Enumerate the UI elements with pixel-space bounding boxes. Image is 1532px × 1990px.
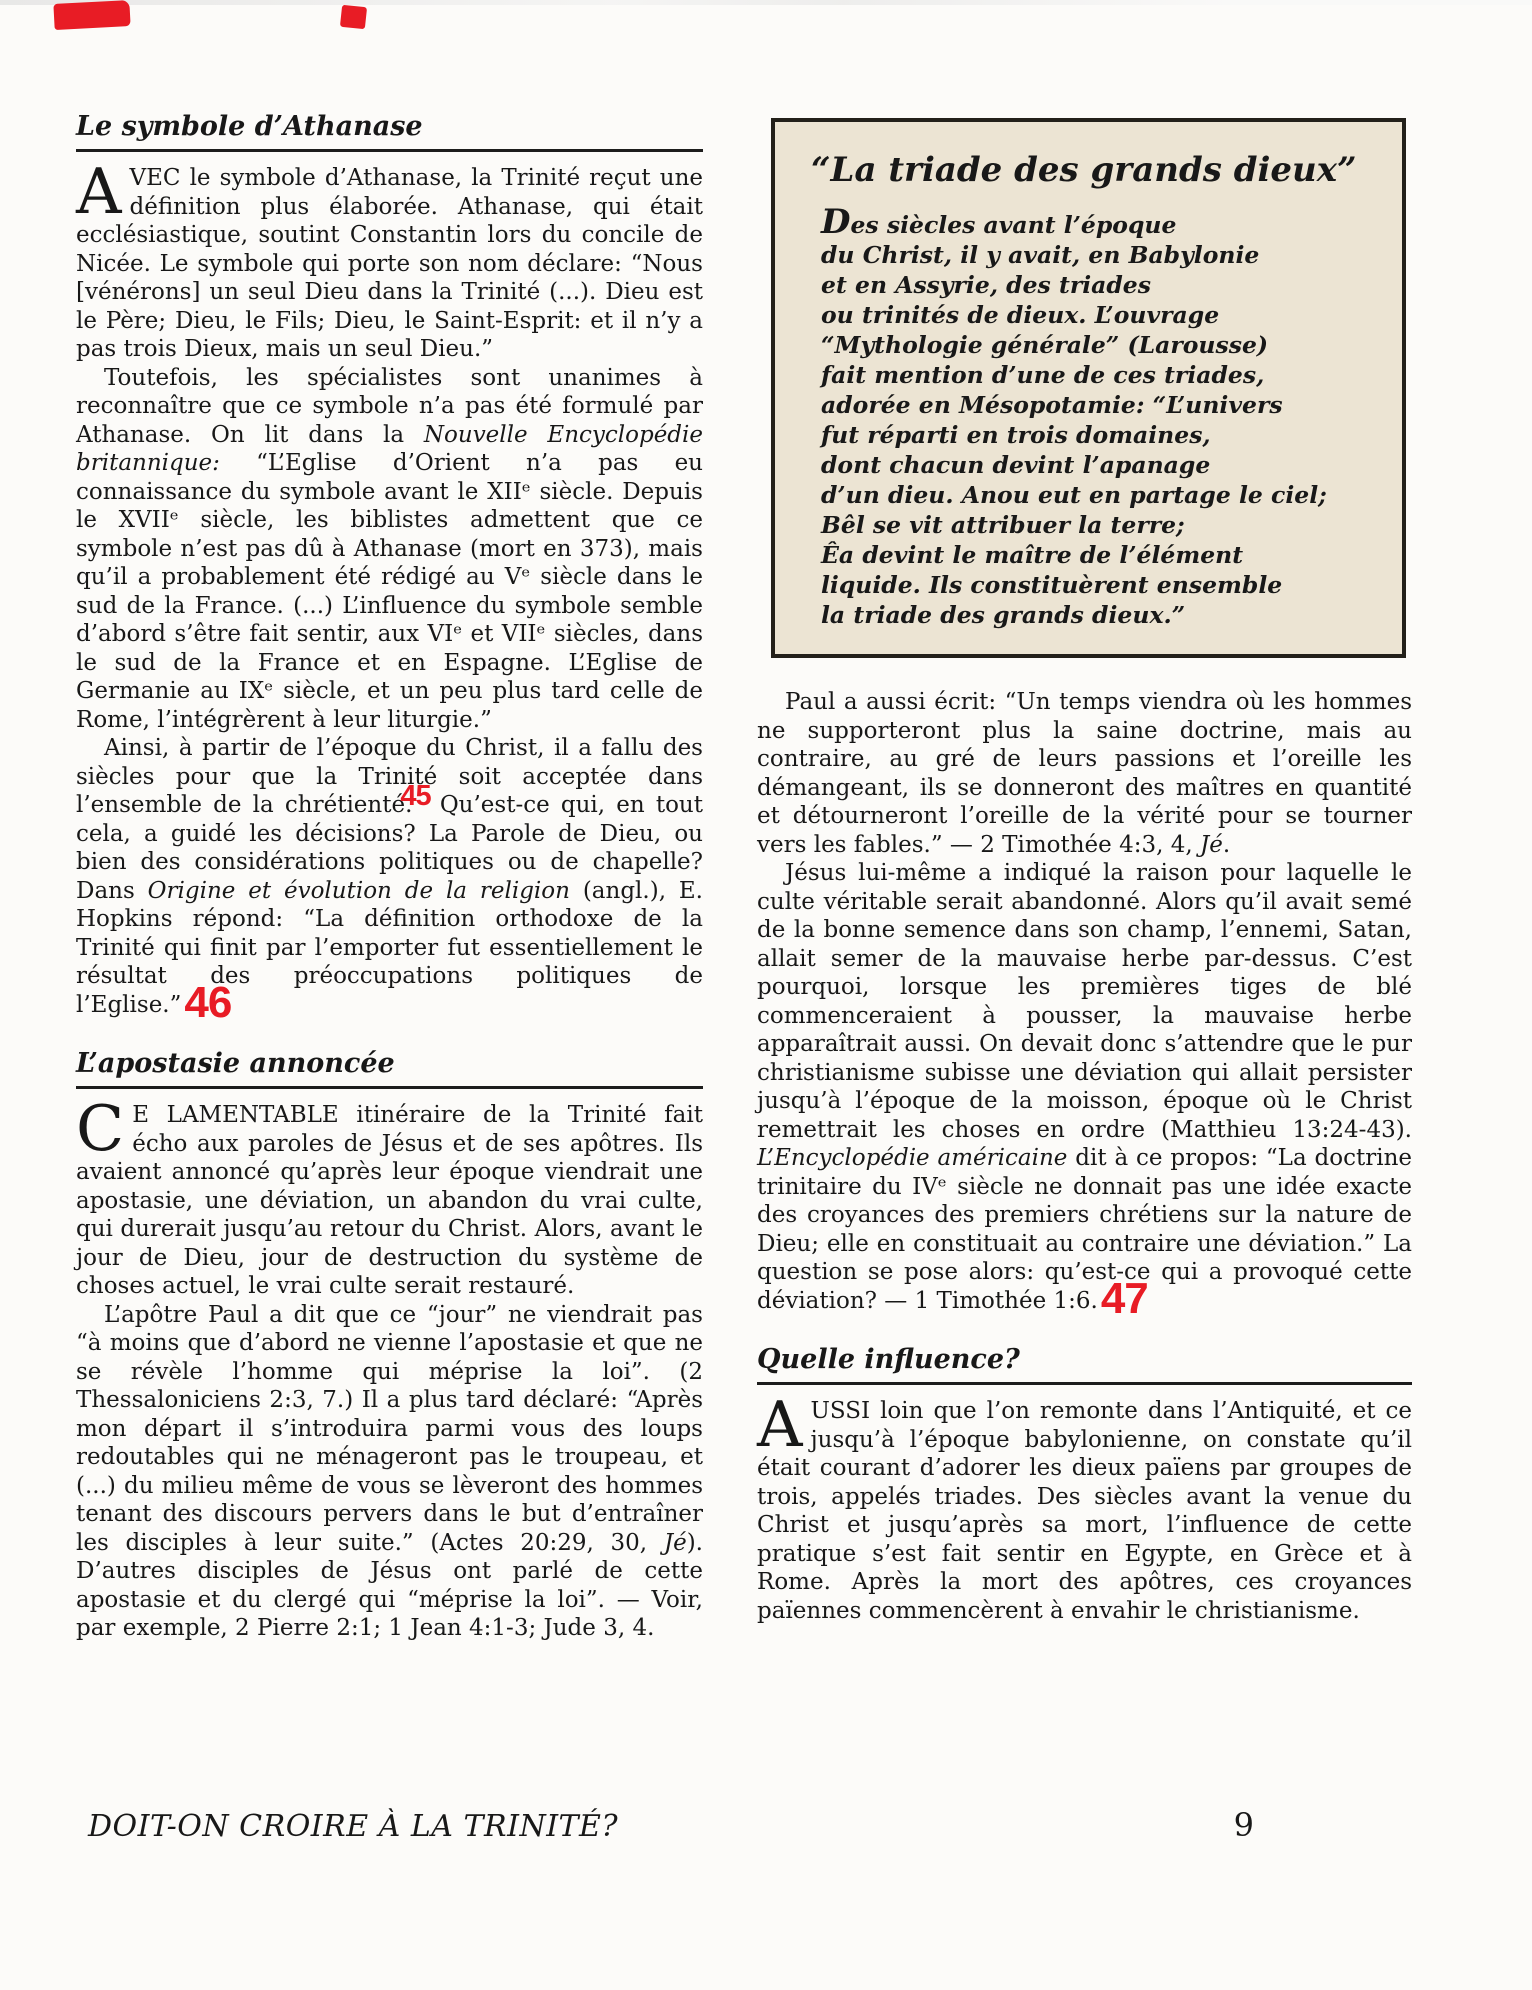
page-footer bbox=[88, 1806, 1410, 1844]
paragraph-text: Ainsi, à partir de l’époque du Christ, il a fallu des siècles pour que la Trinité soit acceptée dans l’ensemble de la chrétienté.45 Qu’est-ce qui, en tout cela, a guidé les décisions? La Parole de Dieu, ou bien des considérations politiques ou de chapelle? Dans Origine et évolution de la religion (angl.), E. Hopkins répond: “La définition orthodoxe de la Trinité qui finit par l’emporter fut essentiellement le résultat des préoccupations politiques de l’Eglise.”46 bbox=[76, 735, 703, 1027]
heading-rule bbox=[76, 149, 703, 152]
paragraph bbox=[757, 1388, 1412, 1625]
paragraph bbox=[76, 364, 703, 735]
paragraph bbox=[76, 1301, 703, 1643]
paragraph bbox=[757, 859, 1413, 1323]
paragraph bbox=[76, 155, 703, 364]
paragraph-text: L’apôtre Paul a dit que ce “jour” ne viendrait pas “à moins que d’abord ne vienne l’apostasie et que ne se révèle l’homme qui méprise la loi”. (2 Thessaloniciens 2:3, 7.) Il a plus tard déclaré: “Après mon départ il s’introduira parmi vous des loups redoutables qui ne ménageront pas le troupeau, et (...) du milieu même de vous se lèveront des hommes tenant des discours pervers dans le but d’entraîner les disciples à leur suite.” (Actes 20:29, 30, Jé). D’autres disciples de Jésus ont parlé de cette apostasie et du clergé qui “méprise la loi”. — Voir, par exemple, 2 Pierre 2:1; 1 Jean 4:1-3; Jude 3, 4. bbox=[76, 1301, 703, 1641]
pull-quote-box bbox=[771, 118, 1406, 658]
running-footer-title: DOIT-ON CROIRE À LA TRINITÉ? bbox=[88, 1809, 619, 1844]
paragraph bbox=[76, 1092, 703, 1301]
paragraph-text: VEC le symbole d’Athanase, la Trinité reçut une définition plus élaborée. Athanase, qui était ecclésiastique, soutint Constantin lors du concile de Nicée. Le symbole qui porte son nom déclare: “Nous [vénérons] un seul Dieu dans la Trinité (...). Dieu est le Père; Dieu, le Fils; Dieu, le Saint-Esprit: et il n’y a pas trois Dieux, mais un seul Dieu.” bbox=[76, 165, 703, 362]
paragraph-text: Paul a aussi écrit: “Un temps viendra où les hommes ne supporteront plus la saine doctrine, mais au contraire, au gré de leurs passions et l’oreille les démangeant, ils se donneront des maîtres en quantité et détourneront l’oreille de la vérité pour se tourner vers les fables.” — 2 Timothée 4:3, 4, Jé. bbox=[757, 689, 1412, 858]
pull-quote-body: Des siècles avant l’époque du Christ, il y avait, en Babylonie et en Assyrie, des triades ou trinités de dieux. L’ouvrage “Mythologie générale” (Larousse) fait mention d’une de ces triades, adorée en Mésopotamie: “L’univers fut réparti en trois domaines, dont chacun devint l’apanage d’un dieu. Anou eut en partage le ciel; Bêl se vit attribuer la terre; Êa devint le maître de l’élément liquide. Ils constituèrent ensemble la triade des grands dieux.” bbox=[821, 202, 1327, 629]
pull-quote-title: “La triade des grands dieux” bbox=[811, 150, 1357, 190]
paragraph-text: Toutefois, les spécialistes sont unanimes à reconnaître que ce symbole n’a pas été formulé par Athanase. On lit dans la Nouvelle Encyclopédie britannique: “L’Eglise d’Orient n’a pas eu connaissance du symbole avant le XIIᵉ siècle. Depuis le XVIIᵉ siècle, les biblistes admettent que ce symbole n’est pas dû à Athanase (mort en 373), mais qu’il a probablement été rédigé au Vᵉ siècle dans le sud de la France. (...) L’influence du symbole semble d’abord s’être fait sentir, aux VIᵉ et VIIᵉ siècles, dans le sud de la France et en Espagne. L’Eglise de Germanie au IXᵉ siècle, et un peu plus tard celle de Rome, l’intégrèrent à leur liturgie.” bbox=[76, 364, 703, 733]
paragraph-text: E LAMENTABLE itinéraire de la Trinité fait écho aux paroles de Jésus et de ses apôtres. Ils avaient annoncé qu’après leur époque viendrait une apostasie, une déviation, un abandon du vrai culte, qui durerait jusqu’au retour du Christ. Alors, avant le jour de Dieu, jour de destruction du système de choses actuel, le vrai culte serait restauré. bbox=[76, 1102, 703, 1299]
drop-cap: A bbox=[757, 1388, 803, 1461]
paragraph bbox=[76, 734, 703, 1027]
section-heading: Quelle influence? bbox=[757, 1344, 1020, 1375]
left-column bbox=[76, 0, 703, 1643]
right-column bbox=[757, 0, 1412, 1643]
section-heading: Le symbole d’Athanase bbox=[76, 111, 423, 142]
paragraph bbox=[757, 688, 1412, 859]
drop-cap: A bbox=[76, 155, 122, 228]
two-column-layout bbox=[76, 0, 1412, 1643]
heading-rule bbox=[76, 1086, 703, 1089]
page-number: 9 bbox=[1233, 1806, 1254, 1844]
paragraph-text: USSI loin que l’on remonte dans l’Antiquité, et ce jusqu’à l’époque babylonienne, on constate qu’il était courant d’adorer les dieux païens par groupes de trois, appelés triades. Des siècles avant la venue du Christ et jusqu’après sa mort, l’influence de cette pratique s’est fait sentir en Egypte, en Grèce et à Rome. Après la mort des apôtres, ces croyances païennes commencèrent à envahir le christianisme. bbox=[757, 1398, 1412, 1624]
drop-cap: C bbox=[76, 1092, 125, 1165]
heading-rule bbox=[757, 1382, 1412, 1385]
section-heading: L’apostasie annoncée bbox=[76, 1048, 395, 1079]
paragraph-text: Jésus lui-même a indiqué la raison pour laquelle le culte véritable serait abandonné. Alors qu’il avait semé de la bonne semence dans son champ, l’ennemi, Satan, allait semer de la mauvaise herbe par-dessus. C’est pourquoi, lorsque les premières tiges de blé commenceraient à pousser, la mauvaise herbe apparaîtrait aussi. On devait donc s’attendre que le pur christianisme subisse une déviation qui allait persister jusqu’à l’époque de la moisson, époque où le Christ remettrait les choses en ordre (Matthieu 13:24-43). L’Encyclopédie américaine dit à ce propos: “La doctrine trinitaire du IVᵉ siècle ne donnait pas une idée exacte des croyances des premiers chrétiens sur la nature de Dieu; elle en constituait au contraire une déviation.” La question se pose alors: qu’est-ce qui a provoqué cette déviation? — 1 Timothée 1:6.47 bbox=[757, 860, 1413, 1323]
